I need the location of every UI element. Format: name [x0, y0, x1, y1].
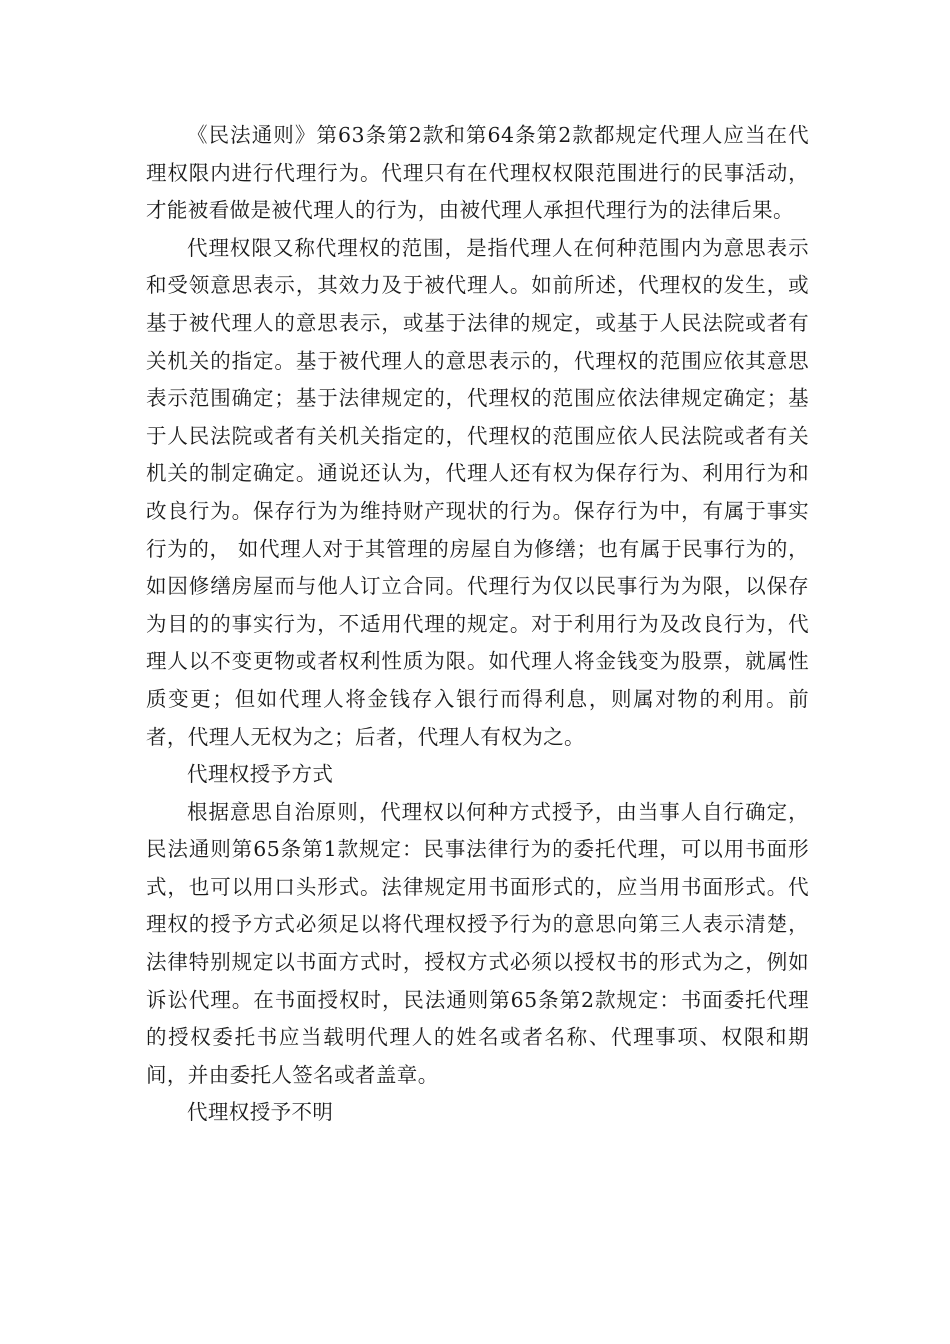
paragraph-grant-method: 根据意思自治原则，代理权以何种方式授予，由当事人自行确定，民法通则第65条第1款规定：民事法律行为的委托代理，可以用书面形式，也可以用口头形式。法律规定用书面形式的，应当用书面形式。代理权的授予方式必须足以将代理权授予行为的意思向第三人表示清楚，法律特别规定以书面方式时，授权方式必须以授权书的形式为之，例如诉讼代理。在书面授权时，民法通则第65条第2款规定：书面委托代理的授权委托书应当载明代理人的姓名或者名称、代理事项、权限和期间，并由委托人签名或者盖章。: [146, 799, 809, 1087]
heading-unclear-grant: 代理权授予不明: [187, 1100, 334, 1125]
document-page: [146, 117, 809, 1132]
paragraph-agency-scope-intro: 《民法通则》第63条第2款和第64条第2款都规定代理人应当在代理权限内进行代理行为。代理只有在代理权权限范围进行的民事活动，才能被看做是被代理人的行为，由被代理人承担代理行为的法律后果。: [146, 123, 809, 223]
heading-grant-method: 代理权授予方式: [187, 762, 334, 787]
paragraph-agency-scope-definition: 代理权限又称代理权的范围，是指代理人在何种范围内为意思表示和受领意思表示，其效力及于被代理人。如前所述，代理权的发生，或基于被代理人的意思表示，或基于法律的规定，或基于人民法院或者有关机关的指定。基于被代理人的意思表示的，代理权的范围应依其意思表示范围确定；基于法律规定的，代理权的范围应依法律规定确定；基于人民法院或者有关机关指定的，代理权的范围应依人民法院或者有关机关的制定确定。通说还认为，代理人还有权为保存行为、利用行为和改良行为。保存行为为维持财产现状的行为。保存行为中，有属于事实行为的， 如代理人对于其管理的房屋自为修缮；也有属于民事行为的，如因修缮房屋而与他人订立合同。代理行为仅以民事行为为限，以保存为目的的事实行为，不适用代理的规定。对于利用行为及改良行为，代理人以不变更物或者权利性质为限。如代理人将金钱变为股票，就属性质变更；但如代理人将金钱存入银行而得利息，则属对物的利用。前者，代理人无权为之；后者，代理人有权为之。: [146, 235, 809, 749]
